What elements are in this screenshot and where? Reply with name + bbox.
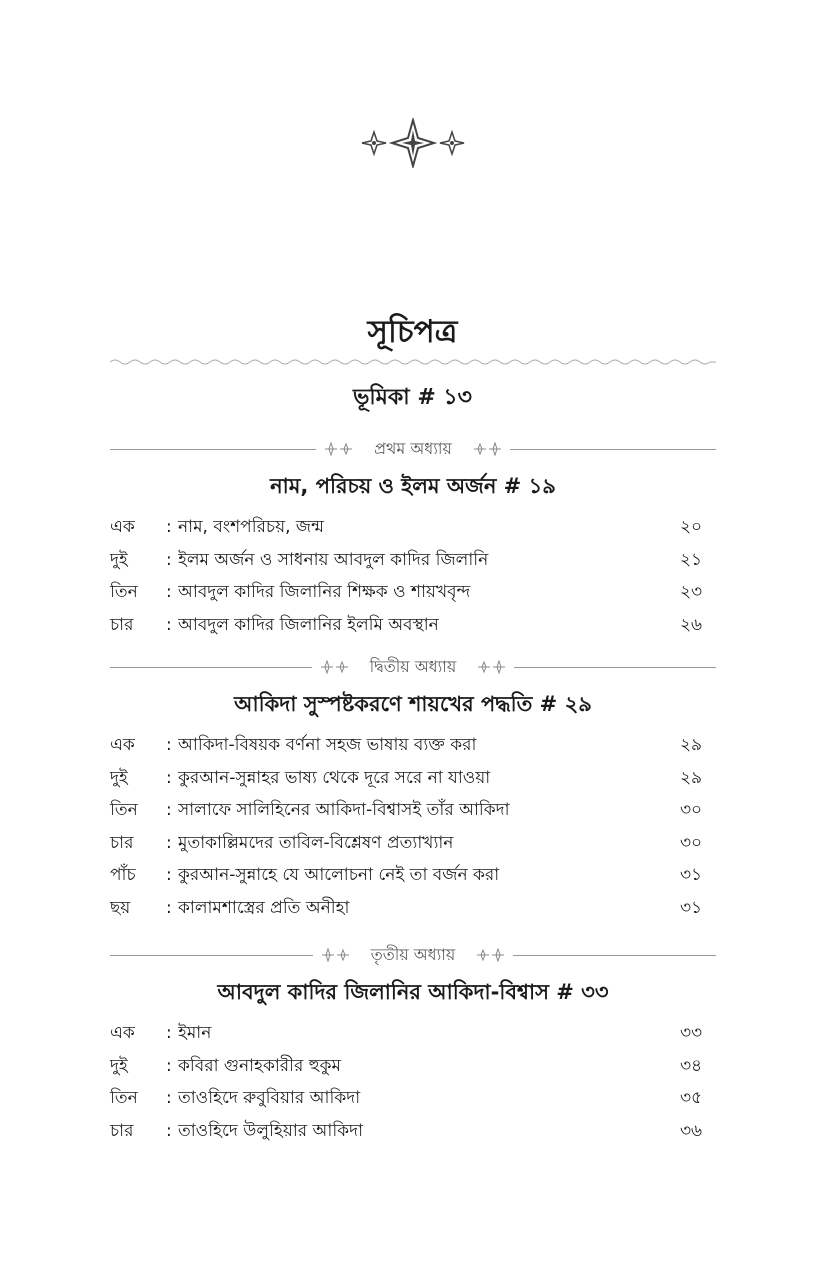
- toc-number: দুই: [110, 549, 128, 570]
- toc-row[interactable]: এক : নাম, বংশপরিচয়, জন্ম ২০: [110, 511, 716, 544]
- toc-row[interactable]: চার : আবদুল কাদির জিলানির ইলমি অবস্থান ২৬: [110, 609, 716, 642]
- page-title: সূচিপত্র: [367, 314, 458, 350]
- toc-title: কুরআন-সুন্নাহর ভাষ্য থেকে দূরে সরে না যাওয়া: [178, 767, 491, 788]
- toc-row[interactable]: তিন : আবদুল কাদির জিলানির শিক্ষক ও শায়খবৃন্দ ২৩: [110, 576, 716, 609]
- toc-row[interactable]: এক : ইমান ৩৩: [110, 1017, 716, 1050]
- toc-title: কবিরা গুনাহকারীর হুকুম: [178, 1055, 341, 1076]
- toc-page: ৩৬: [680, 1120, 703, 1141]
- toc-number: ছয়: [110, 897, 131, 918]
- toc-row[interactable]: এক : আকিদা-বিষয়ক বর্ণনা সহজ ভাষায় ব্যক্ত করা ২৯: [110, 729, 716, 762]
- toc-page: ৩০: [680, 832, 703, 853]
- toc-row[interactable]: পাঁচ : কুরআন-সুন্নাহে যে আলোচনা নেই তা বর্জন করা ৩১: [110, 859, 716, 892]
- diamond-ornament-icon: [320, 660, 350, 674]
- top-ornament: [0, 118, 825, 172]
- toc-title: আবদুল কাদির জিলানির শিক্ষক ও শায়খবৃন্দ: [178, 582, 471, 602]
- toc-number: চার: [110, 832, 134, 853]
- toc-title: আবদুল কাদির জিলানির ইলমি অবস্থান: [178, 614, 439, 635]
- toc-row[interactable]: তিন : সালাফে সালিহিনের আকিদা-বিশ্বাসই তাঁর আকিদা ৩০: [110, 794, 716, 827]
- diamond-ornament-icon: [324, 442, 354, 456]
- toc-row[interactable]: চার : মুতাকাল্লিমদের তাবিল-বিশ্লেষণ প্রত্যাখ্যান ৩০: [110, 827, 716, 860]
- toc-number: পাঁচ: [110, 865, 136, 885]
- toc-row[interactable]: দুই : ইলম অর্জন ও সাধনায় আবদুল কাদির জিলানি ২১: [110, 544, 716, 577]
- diamond-ornament-icon: [472, 442, 502, 456]
- toc-number: তিন: [110, 1088, 138, 1108]
- toc-number: দুই: [110, 1055, 128, 1076]
- chapter-label: দ্বিতীয় অধ্যায়: [369, 656, 457, 676]
- toc-row[interactable]: ছয় : কালামশাস্ত্রের প্রতি অনীহা ৩১: [110, 892, 716, 925]
- diamond-ornament-icon: [321, 948, 351, 962]
- toc-page: ৩৫: [680, 1088, 703, 1108]
- toc-page: ২৬: [680, 614, 703, 635]
- chapter-section: [110, 436, 716, 641]
- toc-number: এক: [110, 1023, 135, 1043]
- diamond-ornament-icon: [476, 660, 506, 674]
- toc-title: মুতাকাল্লিমদের তাবিল-বিশ্লেষণ প্রত্যাখ্যান: [178, 832, 454, 853]
- toc-page: ৩৪: [680, 1055, 703, 1076]
- star-ornament-icon: [358, 118, 468, 168]
- toc-row[interactable]: চার : তাওহিদে উলুহিয়ার আকিদা ৩৬: [110, 1115, 716, 1148]
- toc-page: ৩১: [680, 897, 703, 918]
- toc-page: ২১: [680, 549, 703, 570]
- toc-page: ২০: [680, 517, 703, 537]
- diamond-ornament-icon: [475, 948, 505, 962]
- toc-number: চার: [110, 1120, 134, 1141]
- chapter-label: প্রথম অধ্যায়: [374, 438, 452, 458]
- toc-title: কালামশাস্ত্রের প্রতি অনীহা: [178, 897, 350, 918]
- toc-title: ইলম অর্জন ও সাধনায় আবদুল কাদির জিলানি: [178, 549, 489, 570]
- toc-page: ৩৩: [680, 1023, 703, 1043]
- chapter-section: [110, 654, 716, 924]
- toc-title: তাওহিদে উলুহিয়ার আকিদা: [178, 1120, 364, 1141]
- toc-page: ৩০: [680, 800, 703, 820]
- toc-row[interactable]: দুই : কবিরা গুনাহকারীর হুকুম ৩৪: [110, 1050, 716, 1083]
- toc-number: এক: [110, 517, 135, 537]
- toc-page: ৩১: [680, 865, 703, 885]
- toc-title: সালাফে সালিহিনের আকিদা-বিশ্বাসই তাঁর আকিদা: [178, 800, 510, 820]
- chapter-title[interactable]: আকিদা সুস্পষ্টকরণে শায়খের পদ্ধতি # ২৯: [234, 692, 592, 716]
- toc-number: তিন: [110, 800, 138, 820]
- toc-title: কুরআন-সুন্নাহে যে আলোচনা নেই তা বর্জন করা: [178, 865, 500, 885]
- toc-page: ২৯: [680, 767, 703, 788]
- toc-row[interactable]: দুই : কুরআন-সুন্নাহর ভাষ্য থেকে দূরে সরে না যাওয়া ২৯: [110, 762, 716, 795]
- chapter-divider: [110, 436, 716, 462]
- chapter-divider: [110, 654, 716, 680]
- toc-page: ২৯: [680, 735, 703, 755]
- toc-number: এক: [110, 735, 135, 755]
- chapter-title[interactable]: আবদুল কাদির জিলানির আকিদা-বিশ্বাস # ৩৩: [217, 980, 609, 1004]
- toc-page: ২৩: [680, 582, 703, 602]
- toc-title: তাওহিদে রুবুবিয়ার আকিদা: [178, 1088, 361, 1108]
- toc-title: নাম, বংশপরিচয়, জন্ম: [178, 517, 324, 537]
- title-wavy-divider: [110, 356, 716, 368]
- chapter-label: তৃতীয় অধ্যায়: [370, 944, 456, 964]
- toc-number: চার: [110, 614, 134, 635]
- toc-title: ইমান: [178, 1023, 212, 1043]
- toc-number: দুই: [110, 767, 128, 788]
- toc-row[interactable]: তিন : তাওহিদে রুবুবিয়ার আকিদা ৩৫: [110, 1082, 716, 1115]
- chapter-section: [110, 942, 716, 1147]
- chapter-title[interactable]: নাম, পরিচয় ও ইলম অর্জন # ১৯: [270, 474, 556, 498]
- chapter-divider: [110, 942, 716, 968]
- toc-number: তিন: [110, 582, 138, 602]
- preface-entry[interactable]: ভূমিকা # ১৩: [352, 385, 472, 410]
- toc-title: আকিদা-বিষয়ক বর্ণনা সহজ ভাষায় ব্যক্ত করা: [178, 735, 477, 755]
